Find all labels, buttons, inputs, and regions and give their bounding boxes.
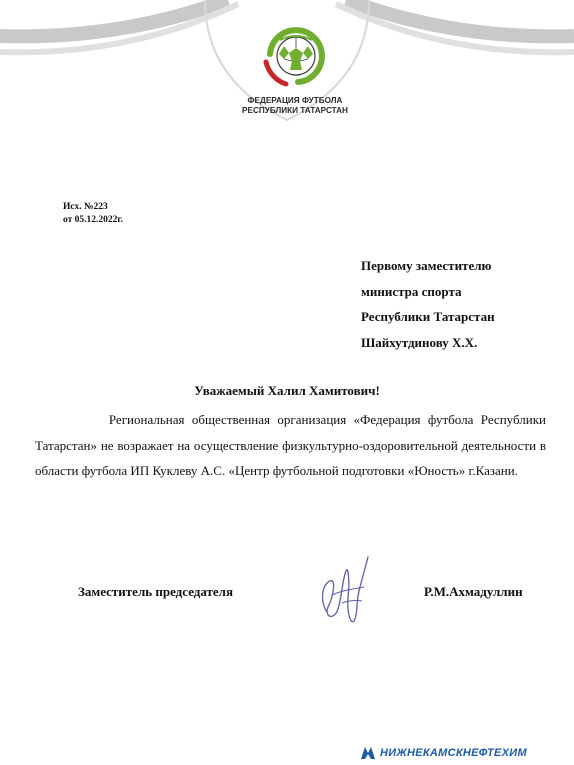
organization-name [200,96,390,115]
reference-number: Исх. №223 [63,202,108,212]
addressee-block [361,253,495,355]
outgoing-reference [63,201,123,227]
footer-brand-text: НИЖНЕКАМСКНЕФТЕХИМ [380,747,527,759]
nizhnekamskneftekhim-logo-icon [360,745,376,761]
addressee-line: Республики Татарстан [361,309,495,324]
signatory-title: Заместитель председателя [78,584,234,599]
football-federation-logo-icon [240,14,350,94]
letter-body-text: Региональная общественная организация «Федерация футбола Республики Татарстан» не возражает на осуществление физкультурно-оздоровительной деятельности в области футбола ИП Куклеву А.С. «Центр футбольной подготовки «Юность» г.Казани. [35,412,546,478]
signatory-name: Р.М.Ахмадуллин [424,584,523,599]
organization-name-line1: ФЕДЕРАЦИЯ ФУТБОЛА [247,96,343,105]
addressee-line: Шайхутдинову Х.Х. [361,334,478,350]
letter-body [35,407,546,484]
addressee-line: министра спорта [361,283,462,299]
footer-brand [360,744,527,762]
handwritten-signature-icon [312,551,374,633]
greeting: Уважаемый Халил Хамитович! [194,383,380,398]
organization-name-line2: РЕСПУБЛИКИ ТАТАРСТАН [242,105,348,115]
addressee-line: Первому заместителю [361,258,492,273]
reference-date: от 05.12.2022г. [63,215,124,225]
